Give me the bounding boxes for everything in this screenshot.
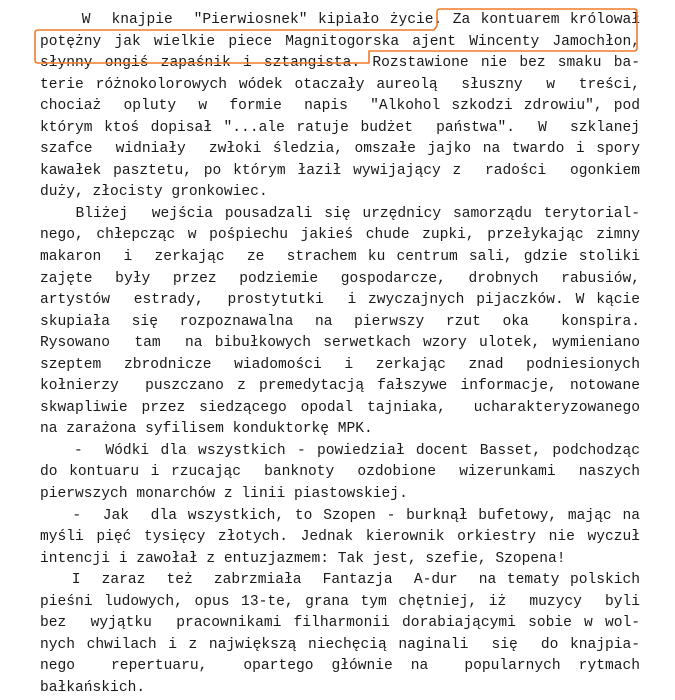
text-line: kawałek pasztetu, po którym łaził wywijający z radości ogonkiem <box>40 162 640 179</box>
text-line: szafce widniały zwłoki śledzia, omszałe jajko na twardo i spory <box>40 141 640 158</box>
text-line: - Wódki dla wszystkich - powiedział docent Basset, podchodząc <box>40 442 640 459</box>
text-line: myśli pięć tysięcy złotych. Jednak kierownik orkiestry nie wyczuł <box>40 529 640 546</box>
text-line: nych chwilach i z największą niechęcią naginali się do knajpia- <box>40 636 640 653</box>
text-line: nego, chłepcząc w pośpiechu jakieś chude zupki, przełykając zimny <box>40 227 640 244</box>
text-line: do kontuaru i rzucając banknoty ozdobione wizerunkami naszych <box>40 464 640 481</box>
text-line: słynny ongiś zapaśnik i sztangista. Rozstawione nie bez smaku ba- <box>40 55 640 72</box>
text-line: I zaraz też zabrzmiała Fantazja A-dur na tematy polskich <box>40 572 640 589</box>
text-line: na zarażona syfilisem konduktorkę MPK. <box>40 421 373 438</box>
text-line: duży, złocisty gronkowiec. <box>40 184 268 201</box>
text-line: artystów estrady, prostytutki i zwyczajnych pijaczków. W kącie <box>40 292 640 309</box>
text-line: Bliżej wejścia pousadzali się urzędnicy samorządu terytorial- <box>40 205 640 222</box>
text-line: bez wyjątku pracownikami filharmonii dorabiającymi sobie w wol- <box>40 615 640 632</box>
text-line: kołnierzy puszczano z premedytacją fałszywe informacje, notowane <box>40 378 640 395</box>
text-line: szeptem zbrodnicze wiadomości i zerkając znad podniesionych <box>40 356 640 373</box>
text-line: - Jak dla wszystkich, to Szopen - burknął bufetowy, mając na <box>40 507 640 524</box>
text-line: chociaż opluty w formie napis "Alkohol szkodzi zdrowiu", pod <box>40 98 640 115</box>
text-line: którym ktoś dopisał "...ale ratuje budżet państwa". W szklanej <box>40 119 640 136</box>
text-line: potężny jak wielkie piece Magnitogorska ajent Wincenty Jamochłon, <box>40 33 640 50</box>
text-line: pierwszych monarchów z linii piastowskiej. <box>40 486 408 503</box>
text-line: nego repertuaru, opartego głównie na popularnych rytmach <box>40 658 640 675</box>
text-line: W knajpie "Pierwiosnek" kipiało życie. Za kontuarem królował <box>40 12 640 28</box>
text-line: Rysowano tam na bibułkowych serwetkach wzory ulotek, wymieniano <box>40 335 640 352</box>
text-line: zajęte były przez podziemie gospodarcze, drobnych rabusiów, <box>40 270 640 287</box>
text-line: makaron i zerkając ze strachem ku centrum sali, gdzie stoliki <box>40 249 640 266</box>
document-body <box>40 10 640 700</box>
text-line: pieśni ludowych, opus 13-te, grana tym chętniej, iż muzycy byli <box>40 593 640 610</box>
text-line: bałkańskich. <box>40 679 146 696</box>
text-line: skwapliwie przez siedzącego opodal tajniaka, ucharakteryzowanego <box>40 399 640 416</box>
text-line: skupiała się rozpoznawalna na pierwszy rzut oka konspira. <box>40 313 640 330</box>
text-line: intencji i zawołał z entuzjazmem: Tak jest, szefie, Szopena! <box>40 550 566 567</box>
text-line: terie różnokolorowych wódek otaczały aureolą słuszny w treści, <box>40 76 640 93</box>
